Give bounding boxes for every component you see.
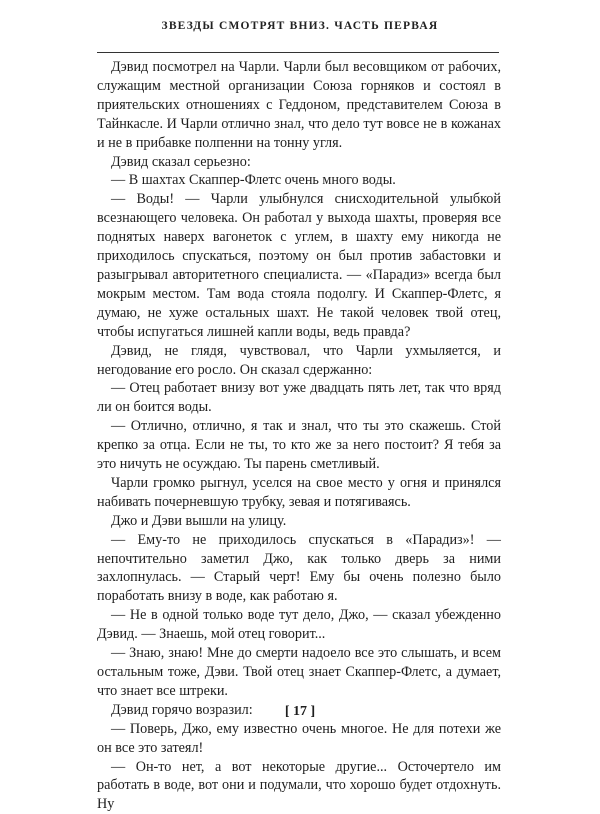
paragraph: — Отлично, отлично, я так и знал, что ты это скажешь. Стой крепко за отца. Если не ты, то кто же за него постоит? Я тебя за это ничуть не осуждаю. Ты парень сметливый. — [97, 418, 501, 473]
paragraph: — Отец работает внизу вот уже двадцать пять лет, так что вряд ли он боится воды. — [97, 380, 501, 416]
paragraph: — Ему-то не приходилось спускаться в «Парадиз»! — непочтительно заметил Джо, как только дверь за ними захлопнулась. — Старый черт! Ему бы очень полезно было поработать внизу в воде, как работаю я. — [97, 531, 501, 605]
paragraph: — Не в одной только воде тут дело, Джо, — сказал убежденно Дэвид. — Знаешь, мой отец говорит... — [97, 607, 501, 643]
paragraph: — В шахтах Скаппер-Флетс очень много воды. — [111, 172, 396, 189]
running-header: ЗВЕЗДЫ СМОТРЯТ ВНИЗ. ЧАСТЬ ПЕРВАЯ — [161, 20, 439, 32]
paragraph: Чарли громко рыгнул, уселся на свое место у огня и принялся набивать почерневшую трубку, зевая и потягиваясь. — [97, 474, 501, 510]
paragraph: Дэвид сказал серьезно: — [111, 153, 251, 170]
paragraph: — Воды! — Чарли улыбнулся снисходительной улыбкой всезнающего человека. Он работал у выхода шахты, проверяя все поднятых наверх вагонеток с углем, в шахту ему никогда не приходилось спускаться, поэтому он был против забастовки и разыгрывал авторитетного специалиста. — «Парадиз» всегда был мокрым местом. Там вода стояла подолгу. И Скаппер-Флетс, я думаю, не хуже остальных шахт. Не такой человек твой отец, чтобы испугаться лишней капли воды, ведь правда? — [97, 191, 501, 340]
body-text — [97, 58, 501, 814]
paragraph: — Он-то нет, а вот некоторые другие... Осточертело им работать в воде, вот они и подумали, что хорошо будет отдохнуть. Ну — [97, 758, 501, 813]
paragraph: Дэвид, не глядя, чувствовал, что Чарли ухмыляется, и негодование его росло. Он сказал сдержанно: — [97, 342, 501, 378]
paragraph: — Поверь, Джо, ему известно очень многое. Не для потехи же он все это затеял! — [97, 720, 501, 756]
page-number: [ 17 ] — [284, 704, 316, 719]
header-rule — [97, 52, 499, 53]
paragraph: Джо и Дэви вышли на улицу. — [111, 512, 287, 529]
paragraph: — Знаю, знаю! Мне до смерти надоело все это слышать, и всем остальным тоже, Дэви. Твой отец знает Скаппер-Флетс, а думает, что знает все штреки. — [97, 645, 501, 699]
paragraph: Дэвид посмотрел на Чарли. Чарли был весовщиком от рабочих, служащим местной организации Союза горняков и состоял в приятельских отношениях с Геддоном, представителем Союза в Тайнкасле. И Чарли отлично знал, что дело тут вовсе не в кожанах и не в прибавке полпенни на тонну угля. — [97, 59, 501, 151]
paragraph: Дэвид горячо возразил: — [111, 701, 253, 718]
